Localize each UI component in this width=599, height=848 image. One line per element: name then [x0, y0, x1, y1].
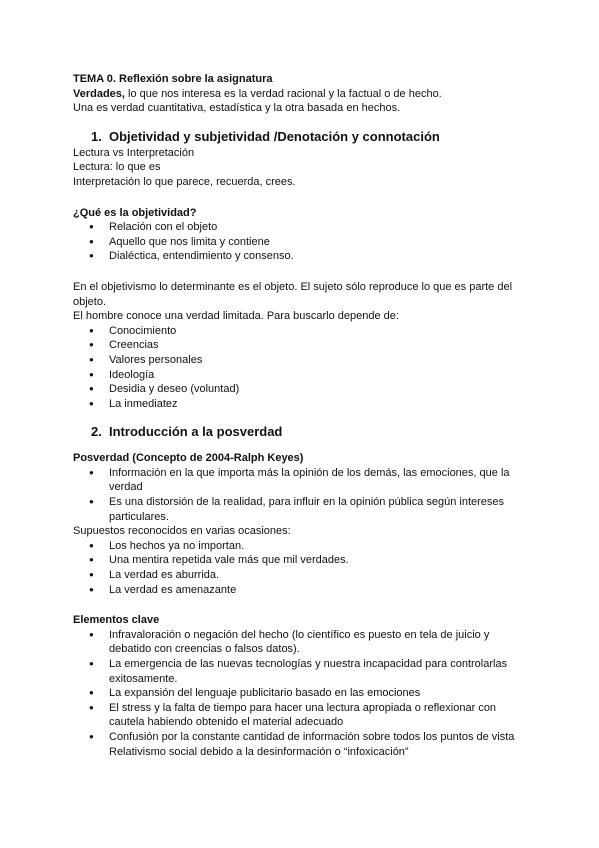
section1-title: Objetividad y subjetividad /Denotación y connotación — [109, 128, 440, 144]
list-item: ● Valores personales — [73, 353, 528, 368]
list-item: ● La verdad es amenazante — [73, 583, 528, 598]
depende-list — [73, 324, 528, 412]
section2-heading — [73, 423, 528, 441]
objetividad-subheading: ¿Qué es la objetividad? — [73, 206, 197, 219]
list-item: ● La verdad es aburrida. — [73, 568, 528, 583]
cuantitativa-line: Una es verdad cuantitativa, estadística y la otra basada en hechos. — [73, 102, 401, 115]
list-item: ● Desidia y deseo (voluntad) — [73, 382, 528, 397]
list-item: ● La expansión del lenguaje publicitario basado en las emociones — [73, 686, 528, 701]
list-item: ● Aquello que nos limita y contiene — [73, 235, 528, 250]
elementos-clave-heading: Elementos clave — [73, 614, 160, 627]
supuestos-list — [73, 539, 528, 597]
elementos-clave-list — [73, 628, 528, 759]
list-item: ● La emergencia de las nuevas tecnologías y nuestra incapacidad para controlarlas exitosamente. — [73, 657, 528, 686]
list-item: ● La inmediatez — [73, 397, 528, 412]
list-item: ● Información en la que importa más la opinión de los demás, las emociones, que la verdad — [73, 466, 528, 495]
list-item: ● Relación con el objeto — [73, 220, 528, 235]
list-item: ● Ideología — [73, 368, 528, 383]
verdades-text: lo que nos interesa es la verdad racional y la factual o de hecho. — [124, 87, 442, 100]
list-item: ● Creencias — [73, 338, 528, 353]
document-title: TEMA 0. Reflexión sobre la asignatura — [73, 73, 273, 85]
list-item: ● El stress y la falta de tiempo para hacer una lectura apropiada o reflexionar con cautela habiendo obtenido el material adecuado — [73, 701, 528, 730]
verdades-line — [73, 87, 528, 102]
list-item: ● Es una distorsión de la realidad, para influir en la opinión pública según intereses particulares. — [73, 495, 528, 524]
posverdad-list — [73, 466, 528, 524]
supuestos-paragraph: Supuestos reconocidos en varias ocasiones: — [73, 525, 291, 538]
list-item: ● Una mentira repetida vale más que mil verdades. — [73, 553, 528, 568]
list-item: ● Infravaloración o negación del hecho (lo científico es puesto en tela de juicio y debatido con creencias o falsos datos). — [73, 628, 528, 657]
document-content — [73, 72, 528, 759]
list-item: ● Confusión por la constante cantidad de información sobre todos los puntos de vista Relativismo social debido a la desinformación o “infoxicación” — [73, 730, 528, 759]
verdad-limitada-paragraph: El hombre conoce una verdad limitada. Para buscarlo depende de: — [73, 310, 399, 323]
section1-number: 1. — [91, 128, 102, 144]
list-item: ● Conocimiento — [73, 324, 528, 339]
list-item: ● Los hechos ya no importan. — [73, 539, 528, 554]
section1-heading — [73, 128, 528, 146]
section1-line: Interpretación lo que parece, recuerda, crees. — [73, 175, 296, 188]
section1-line: Lectura vs Interpretación — [73, 146, 195, 159]
verdades-label: Verdades, — [73, 87, 125, 100]
objetivismo-paragraph: En el objetivismo lo determinante es el objeto. El sujeto sólo reproduce lo que es parte del objeto. — [73, 280, 513, 308]
section2-title: Introducción a la posverdad — [109, 424, 283, 440]
posverdad-subheading: Posverdad (Concepto de 2004-Ralph Keyes) — [73, 452, 304, 465]
list-item: ● Dialéctica, entendimiento y consenso. — [73, 249, 528, 264]
section2-number: 2. — [91, 424, 102, 440]
section1-line: Lectura: lo que es — [73, 161, 161, 174]
objetividad-list — [73, 220, 528, 264]
